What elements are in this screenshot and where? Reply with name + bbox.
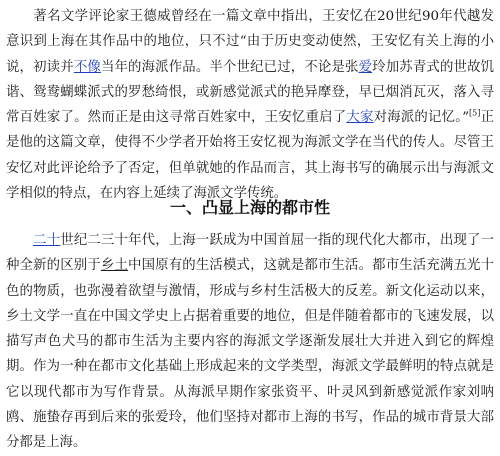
underlined-link-ai[interactable]: 爱 — [358, 59, 373, 75]
section-heading: 一、凸显上海的都市性 — [169, 198, 330, 217]
underlined-link-ershi[interactable]: 二十 — [33, 233, 61, 248]
paragraph-text-segment: 世纪二三十年代，上海一跃成为中国首屈一指的现代化大都市，出现了一种全新的区别于 — [6, 233, 495, 274]
paragraph-text-segment: 正是他的这篇文章，使得不少学者开始将王安忆视为海派文学在当代的传人。尽管王安忆对此评论给予了否定，但单就她的作品而言，其上海书写的确展示出与海派文学相似的特点，在内容上延续了海派文学传统。 — [6, 110, 495, 202]
footnote-marker[interactable]: [5] — [469, 108, 481, 118]
paragraph-text-segment: 当年的海派作品。半个世纪已过，不论是张 — [100, 59, 359, 75]
paragraph-intro — [6, 4, 494, 206]
paragraph-text-segment: 中国原有的生活模式，这就是都市生活。都市生活充满五光十色的物质，也弥漫着欲望与激情，形成与乡村生活极大的反差。新文化运动以来，乡土文学一直在中国文学史上占据着重要的地位，但是伴随着都市的飞速发展，以描写声色犬马的都市生活为主要内容的海派文学逐渐发展壮大并进入到它的辉煌期。作为一种在都市文化基础上形成起来的文学类型，海派文学最鲜明的特点就是它以现代都市为写作背景。从海派早期作家张资平、叶灵风到新感觉派作家刘呐鸥、施蛰存再到后来的张爱玲，他们坚持对都市上海的书写，作品的城市背景大部分都是上海。 — [6, 258, 495, 451]
underlined-link-da-jia[interactable]: 大家 — [346, 110, 374, 126]
paragraph-urban — [6, 228, 494, 456]
paragraph-text-segment: 对海派的记忆。” — [373, 110, 470, 126]
paragraph-text-segment: 玲加苏青式的世故饥谐、鸳鸯蝴蝶派式的罗愁绮恨，或新感觉派式的艳异摩登，早已烟消瓦灭，落入寻常百姓家了。然而正是由这寻常百姓家中，王安忆重启了 — [6, 59, 495, 126]
underlined-word-xiangtu: 乡土 — [100, 258, 129, 274]
paragraph-text-segment: 著名文学评论家王德威曾经在一篇文章中指出，王安忆在20世纪90年代越发意识到上海在其作品中的地位，只不过“由于历史变动使然，王安忆有关上海的小说，初读并 — [6, 9, 494, 75]
underlined-link-bu-xiang[interactable]: 不像 — [73, 59, 101, 75]
